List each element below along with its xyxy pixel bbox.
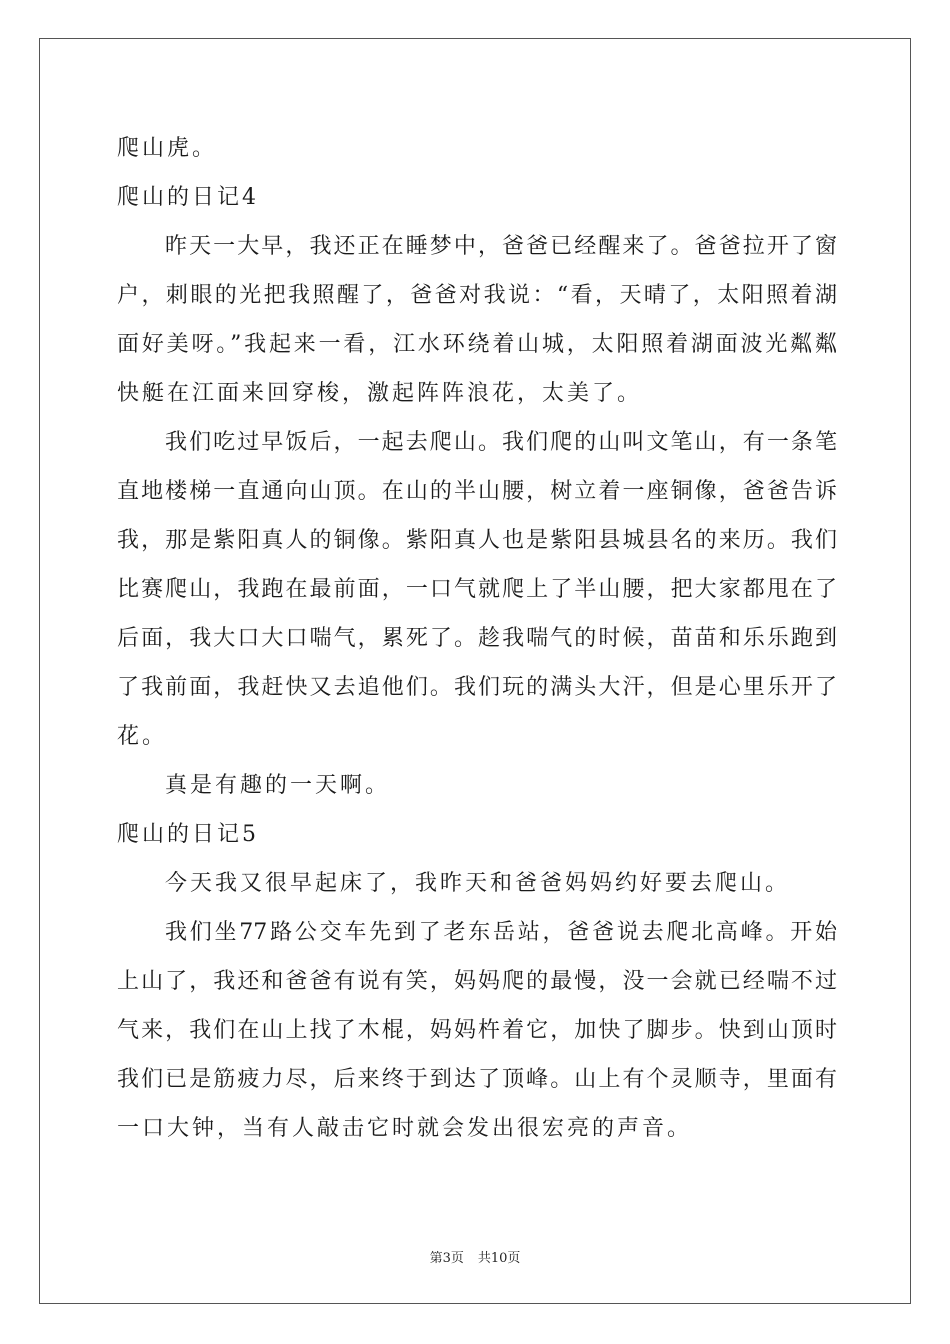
- paragraph-line: 上山了，我还和爸爸有说有笑，妈妈爬的最慢，没一会就已经喘不过: [117, 969, 837, 994]
- paragraph-line: 真是有趣的一天啊。: [165, 773, 391, 798]
- document-body: [117, 124, 837, 1153]
- paragraph-line: 我，那是紫阳真人的铜像。紫阳真人也是紫阳县城县名的来历。我们: [117, 528, 837, 553]
- paragraph-line: 我们吃过早饭后，一起去爬山。我们爬的山叫文笔山，有一条笔: [165, 430, 837, 455]
- section-heading: 爬山的日记4: [117, 185, 259, 210]
- paragraph-line: 花。: [117, 724, 168, 749]
- page-footer: [0, 1247, 950, 1266]
- page-total: 共10页: [477, 1251, 521, 1266]
- paragraph-line: 快艇在江面来回穿梭，激起阵阵浪花，太美了。: [117, 381, 643, 406]
- paragraph-line: 后面，我大口大口喘气，累死了。趁我喘气的时候，苗苗和乐乐跑到: [117, 626, 837, 651]
- paragraph-line: 了我前面，我赶快又去追他们。我们玩的满头大汗，但是心里乐开了: [117, 675, 837, 700]
- paragraph-line: 气来，我们在山上找了木棍，妈妈杵着它，加快了脚步。快到山顶时: [117, 1018, 837, 1043]
- paragraph-line: 比赛爬山，我跑在最前面，一口气就爬上了半山腰，把大家都甩在了: [117, 577, 837, 602]
- paragraph-line: 昨天一大早，我还正在睡梦中，爸爸已经醒来了。爸爸拉开了窗: [165, 234, 837, 259]
- paragraph-line: 一口大钟，当有人敲击它时就会发出很宏亮的声音。: [117, 1116, 693, 1141]
- paragraph-line: 今天我又很早起床了，我昨天和爸爸妈妈约好要去爬山。: [165, 871, 791, 896]
- paragraph-line: 面好美呀。”我起来一看，江水环绕着山城，太阳照着湖面波光粼粼: [117, 332, 837, 357]
- page-number: 第3页: [429, 1251, 464, 1266]
- paragraph-line: 直地楼梯一直通向山顶。在山的半山腰，树立着一座铜像，爸爸告诉: [117, 479, 837, 504]
- paragraph-line: 我们已是筋疲力尽，后来终于到达了顶峰。山上有个灵顺寺，里面有: [117, 1067, 837, 1092]
- section-heading: 爬山的日记5: [117, 822, 259, 847]
- paragraph-line: 我们坐77路公交车先到了老东岳站，爸爸说去爬北高峰。开始: [165, 920, 837, 945]
- paragraph-line: 户，刺眼的光把我照醒了，爸爸对我说：“看，天晴了，太阳照着湖: [117, 283, 837, 308]
- paragraph-line: 爬山虎。: [117, 136, 218, 161]
